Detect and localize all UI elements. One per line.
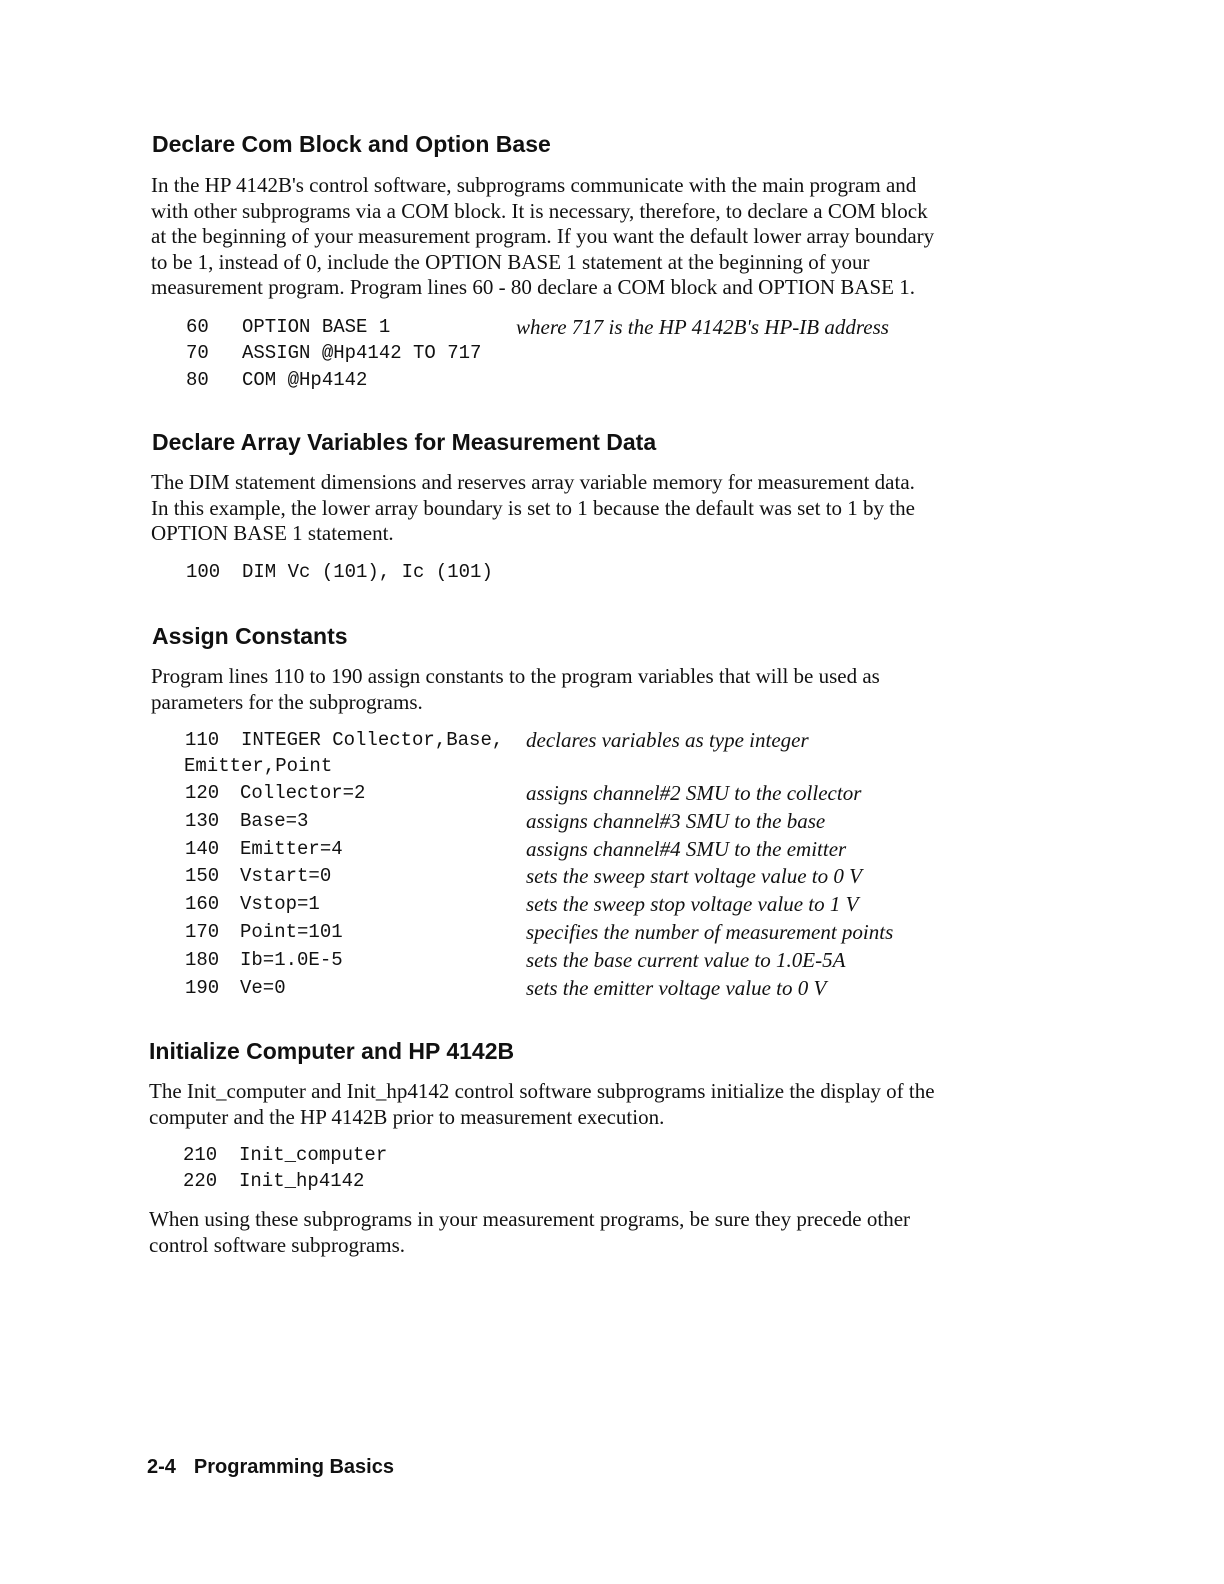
line-number: 100 — [186, 561, 221, 583]
code-statement: Emitter,Point — [184, 755, 333, 777]
code-statement: OPTION BASE 1 — [242, 316, 391, 338]
code-comment: specifies the number of measurement points — [526, 920, 894, 944]
code-statement: Base=3 — [240, 810, 309, 832]
line-number: 120 — [185, 782, 220, 804]
line-number: 60 — [186, 316, 209, 338]
heading-initialize: Initialize Computer and HP 4142B — [149, 1038, 515, 1064]
paragraph-array-variables — [151, 470, 1061, 547]
code-statement: Point=101 — [240, 921, 343, 943]
line-number: 140 — [185, 838, 220, 860]
code-statement: DIM Vc (101), Ic (101) — [242, 561, 493, 583]
line-number: 160 — [185, 893, 220, 915]
paragraph-line: In this example, the lower array boundary is set to 1 because the default was set to 1 by the — [151, 495, 915, 520]
line-number: 190 — [185, 977, 220, 999]
line-number: 170 — [185, 921, 220, 943]
code-statement: Init_hp4142 — [239, 1170, 365, 1192]
code-comment: sets the sweep start voltage value to 0 V — [526, 864, 862, 888]
code-statement: Init_computer — [239, 1144, 388, 1166]
code-statement: Vstop=1 — [240, 893, 320, 915]
paragraph-assign-constants — [151, 664, 1061, 715]
code-statement: Vstart=0 — [240, 865, 332, 887]
paragraph-line: In the HP 4142B's control software, subprograms communicate with the main program and — [151, 173, 917, 197]
code-comment: sets the base current value to 1.0E-5A — [526, 948, 846, 972]
paragraph-initialize — [149, 1079, 1059, 1130]
paragraph-line: parameters for the subprograms. — [151, 689, 423, 714]
paragraph-line: OPTION BASE 1 statement. — [151, 521, 394, 546]
code-comment: assigns channel#2 SMU to the collector — [526, 781, 862, 805]
line-number: 110 — [185, 729, 220, 751]
code-statement: Ib=1.0E-5 — [240, 949, 343, 971]
line-number: 220 — [183, 1170, 218, 1192]
paragraph-line: measurement program. Program lines 60 - 80 declare a COM block and OPTION BASE 1. — [151, 275, 915, 300]
paragraph-line: control software subprograms. — [149, 1232, 406, 1257]
code-statement: Ve=0 — [240, 977, 286, 999]
heading-com-block: Declare Com Block and Option Base — [152, 131, 551, 157]
paragraph-line: with other subprograms via a COM block. It is necessary, therefore, to declare a COM block — [151, 198, 928, 223]
code-statement: Collector=2 — [240, 782, 366, 804]
paragraph-com-block — [151, 173, 1061, 301]
paragraph-line: Program lines 110 to 190 assign constants to the program variables that will be used as — [151, 664, 880, 688]
code-comment: assigns channel#4 SMU to the emitter — [526, 837, 847, 861]
paragraph-line: to be 1, instead of 0, include the OPTION BASE 1 statement at the beginning of your — [151, 249, 870, 274]
paragraph-line: The Init_computer and Init_hp4142 control software subprograms initialize the display of the — [149, 1079, 935, 1103]
code-comment: declares variables as type integer — [526, 728, 809, 752]
code-statement: COM @Hp4142 — [242, 369, 368, 391]
line-number: 150 — [185, 865, 220, 887]
code-statement: ASSIGN @Hp4142 TO 717 — [242, 342, 482, 364]
heading-array-variables: Declare Array Variables for Measurement Data — [152, 429, 657, 455]
paragraph-closing — [149, 1207, 1059, 1258]
page-footer — [147, 1456, 394, 1479]
chapter-title: Programming Basics — [193, 1456, 394, 1478]
code-statement: Emitter=4 — [240, 838, 343, 860]
code-comment: sets the emitter voltage value to 0 V — [526, 976, 827, 1000]
code-statement: INTEGER Collector,Base, — [241, 729, 504, 751]
paragraph-line: The DIM statement dimensions and reserves array variable memory for measurement data. — [151, 470, 915, 494]
line-number: 210 — [183, 1144, 218, 1166]
line-number: 80 — [186, 369, 209, 391]
paragraph-line: computer and the HP 4142B prior to measurement execution. — [149, 1104, 665, 1129]
line-number: 70 — [186, 342, 209, 364]
page-number: 2-4 — [147, 1456, 176, 1478]
heading-assign-constants: Assign Constants — [152, 623, 348, 649]
code-comment: assigns channel#3 SMU to the base — [526, 809, 826, 833]
line-number: 180 — [185, 949, 220, 971]
code-comment: sets the sweep stop voltage value to 1 V — [526, 892, 859, 916]
paragraph-line: When using these subprograms in your measurement programs, be sure they precede other — [149, 1207, 911, 1231]
paragraph-line: at the beginning of your measurement program. If you want the default lower array boundary — [151, 224, 935, 249]
line-number: 130 — [185, 810, 220, 832]
code-comment: where 717 is the HP 4142B's HP-IB address — [516, 315, 889, 339]
